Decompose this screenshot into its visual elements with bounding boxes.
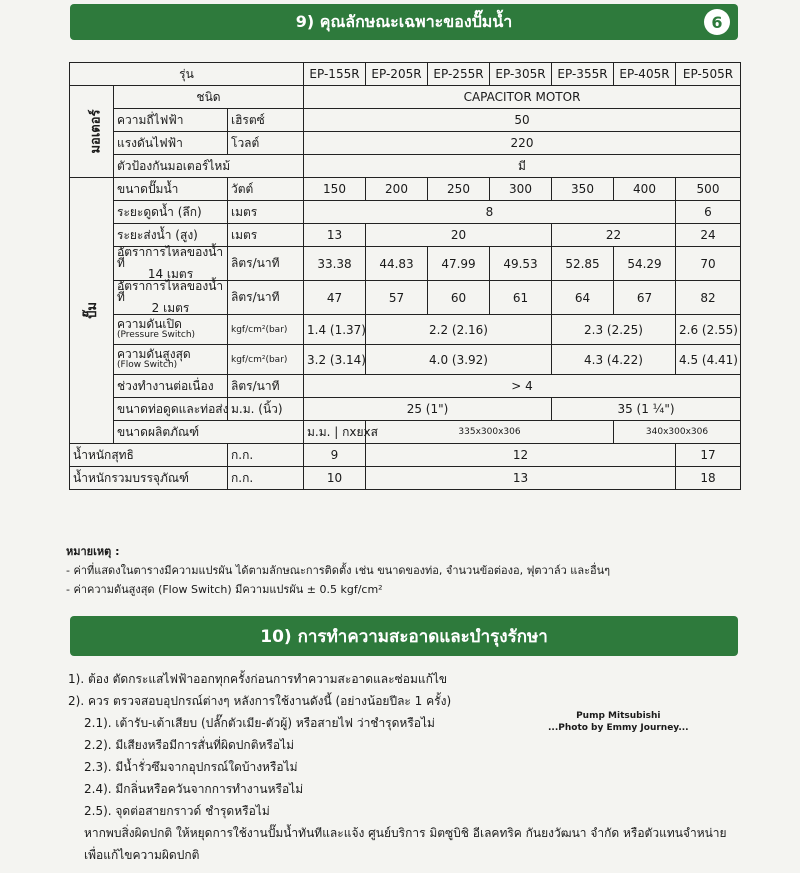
head-unit: เมตร — [228, 224, 304, 247]
table-row — [70, 467, 741, 490]
head-value: 24 — [676, 224, 741, 247]
weight-unit: ก.ก. — [228, 444, 304, 467]
volt-value: 220 — [304, 132, 741, 155]
suction-label: ระยะดูดน้ำ (ลึก) — [114, 201, 228, 224]
flow2-value: 61 — [490, 281, 552, 315]
table-row — [70, 63, 741, 86]
head-value: 22 — [552, 224, 676, 247]
freq-value: 50 — [304, 109, 741, 132]
model-header: รุ่น — [70, 63, 304, 86]
gross-weight-label: น้ำหนักรวมบรรจุภัณฑ์ — [70, 467, 228, 490]
model-name: EP-205R — [366, 63, 428, 86]
pressure-on-value: 2.2 (2.16) — [366, 315, 552, 345]
flow2-value: 67 — [614, 281, 676, 315]
volt-unit: โวลต์ — [228, 132, 304, 155]
dimension-unit: ม.ม. | กxยxส — [304, 421, 366, 444]
flow14-value: 54.29 — [614, 247, 676, 281]
weight-unit: ก.ก. — [228, 467, 304, 490]
dimension-value: 335x300x306 — [366, 421, 614, 444]
size-label: ขนาดปั๊มน้ำ — [114, 178, 228, 201]
model-name: EP-255R — [428, 63, 490, 86]
list-item: 2). ควร ตรวจสอบอุปกรณ์ต่างๆ หลังการใช้งานดังนี้ (อย่างน้อยปีละ 1 ครั้ง) — [68, 694, 452, 708]
size-unit: วัตต์ — [228, 178, 304, 201]
table-row — [70, 155, 741, 178]
continuous-label: ช่วงทำงานต่อเนื่อง — [114, 375, 228, 398]
pressure-on-value: 2.6 (2.55) — [676, 315, 741, 345]
list-item: 2.1). เต้ารับ-เต้าเสียบ (ปลั๊กตัวเมีย-ตัวผู้) หรือสายไฟ ว่าชำรุดหรือไม่ — [84, 716, 435, 730]
pipe-value: 25 (1") — [304, 398, 552, 421]
flow2-value: 82 — [676, 281, 741, 315]
table-row — [70, 132, 741, 155]
table-row — [70, 247, 741, 281]
list-item: 2.5). จุดต่อสายกราวด์ ชำรุดหรือไม่ — [84, 804, 270, 818]
head-label: ระยะส่งน้ำ (สูง) — [114, 224, 228, 247]
footer-paragraph: หากพบสิ่งผิดปกติ ให้หยุดการใช้งานปั๊มน้ำทันทีและแจ้ง ศูนย์บริการ มิตซูบิชิ อีเลคทริค กันยงวัฒนา จำกัด หรือตัวแทนจำหน่าย เพื่อแก้ไขความผิดปกติ — [84, 826, 727, 862]
pressure-on-value: 2.3 (2.25) — [552, 315, 676, 345]
size-value: 300 — [490, 178, 552, 201]
size-value: 150 — [304, 178, 366, 201]
table-row — [70, 345, 741, 375]
pressure-max-value: 4.5 (4.41) — [676, 345, 741, 375]
page-number-badge: 6 — [704, 9, 730, 35]
flow14-value: 47.99 — [428, 247, 490, 281]
note-line: - ค่าที่แสดงในตารางมีความแปรผัน ได้ตามลักษณะการติดตั้ง เช่น ขนาดของท่อ, จำนวนข้อต่องอ, ฟุตวาล์ว และอื่นๆ — [66, 564, 611, 577]
type-value: CAPACITOR MOTOR — [304, 86, 741, 109]
pressure-unit: kgf/cm²(bar) — [228, 315, 304, 345]
model-name: EP-405R — [614, 63, 676, 86]
list-item: 2.2). มีเสียงหรือมีการสั่นที่ผิดปกติหรือไม่ — [84, 738, 294, 752]
freq-unit: เฮิรตซ์ — [228, 109, 304, 132]
flow2-value: 60 — [428, 281, 490, 315]
section-9-header — [70, 4, 738, 40]
pump-group-label: ปั๊ม — [70, 178, 114, 444]
dimension-label: ขนาดผลิตภัณฑ์ — [114, 421, 304, 444]
protect-label: ตัวป้องกันมอเตอร์ไหม้ — [114, 155, 304, 178]
table-row — [70, 178, 741, 201]
table-row — [70, 201, 741, 224]
pipe-label: ขนาดท่อดูดและท่อส่ง — [114, 398, 228, 421]
motor-group-label: มอเตอร์ — [70, 86, 114, 178]
pressure-on-label: ความดันเปิด (Pressure Switch) — [114, 315, 228, 345]
size-value: 400 — [614, 178, 676, 201]
net-weight-value: 12 — [366, 444, 676, 467]
flow14-label: อัตราการไหลของน้ำที่ 14 เมตร — [114, 247, 228, 281]
flow14-value: 52.85 — [552, 247, 614, 281]
flow14-value: 49.53 — [490, 247, 552, 281]
gross-weight-value: 18 — [676, 467, 741, 490]
model-name: EP-505R — [676, 63, 741, 86]
flow14-value: 44.83 — [366, 247, 428, 281]
pressure-unit: kgf/cm²(bar) — [228, 345, 304, 375]
model-name: EP-155R — [304, 63, 366, 86]
net-weight-value: 17 — [676, 444, 741, 467]
table-row — [70, 444, 741, 467]
spec-table — [69, 62, 741, 490]
flow14-value: 70 — [676, 247, 741, 281]
freq-label: ความถี่ไฟฟ้า — [114, 109, 228, 132]
notes-block — [66, 542, 610, 599]
continuous-unit: ลิตร/นาที — [228, 375, 304, 398]
section-10-title: 10) การทำความสะอาดและบำรุงรักษา — [260, 626, 548, 647]
table-row — [70, 86, 741, 109]
flow2-label: อัตราการไหลของน้ำที่ 2 เมตร — [114, 281, 228, 315]
protect-value: มี — [304, 155, 741, 178]
size-value: 200 — [366, 178, 428, 201]
flow-unit: ลิตร/นาที — [228, 247, 304, 281]
section-9-title: 9) คุณลักษณะเฉพาะของปั๊มน้ำ — [295, 11, 513, 31]
net-weight-label: น้ำหนักสุทธิ — [70, 444, 228, 467]
maintenance-list — [68, 668, 748, 866]
suction-value: 6 — [676, 201, 741, 224]
model-name: EP-355R — [552, 63, 614, 86]
pressure-on-value: 1.4 (1.37) — [304, 315, 366, 345]
table-row — [70, 315, 741, 345]
pipe-value: 35 (1 ¼") — [552, 398, 741, 421]
continuous-value: > 4 — [304, 375, 741, 398]
photo-credit — [548, 710, 689, 734]
gross-weight-value: 13 — [366, 467, 676, 490]
notes-title: หมายเหตุ : — [66, 545, 120, 558]
flow2-value: 47 — [304, 281, 366, 315]
type-label: ชนิด — [114, 86, 304, 109]
pressure-max-value: 4.3 (4.22) — [552, 345, 676, 375]
section-10-header — [70, 616, 738, 656]
volt-label: แรงดันไฟฟ้า — [114, 132, 228, 155]
flow2-value: 57 — [366, 281, 428, 315]
gross-weight-value: 10 — [304, 467, 366, 490]
size-value: 350 — [552, 178, 614, 201]
table-row — [70, 281, 741, 315]
model-name: EP-305R — [490, 63, 552, 86]
note-line: - ค่าความดันสูงสุด (Flow Switch) มีความแปรผัน ± 0.5 kgf/cm² — [66, 583, 383, 596]
table-row — [70, 398, 741, 421]
head-value: 13 — [304, 224, 366, 247]
table-row — [70, 375, 741, 398]
pressure-max-value: 4.0 (3.92) — [366, 345, 552, 375]
size-value: 250 — [428, 178, 490, 201]
table-row — [70, 109, 741, 132]
pressure-max-value: 3.2 (3.14) — [304, 345, 366, 375]
flow-unit: ลิตร/นาที — [228, 281, 304, 315]
net-weight-value: 9 — [304, 444, 366, 467]
list-item: 2.3). มีน้ำรั่วซึมจากอุปกรณ์ใดบ้างหรือไม่ — [84, 760, 298, 774]
table-row — [70, 224, 741, 247]
size-value: 500 — [676, 178, 741, 201]
head-value: 20 — [366, 224, 552, 247]
credit-line: ...Photo by Emmy Journey... — [548, 723, 689, 733]
list-item: 1). ต้อง ตัดกระแสไฟฟ้าออกทุกครั้งก่อนการทำความสะอาดและซ่อมแก้ไข — [68, 672, 448, 686]
pipe-unit: ม.ม. (นิ้ว) — [228, 398, 304, 421]
suction-value: 8 — [304, 201, 676, 224]
flow14-value: 33.38 — [304, 247, 366, 281]
suction-unit: เมตร — [228, 201, 304, 224]
credit-line: Pump Mitsubishi — [576, 711, 661, 721]
table-row — [70, 421, 741, 444]
flow2-value: 64 — [552, 281, 614, 315]
dimension-value: 340x300x306 — [614, 421, 741, 444]
list-item: 2.4). มีกลิ่นหรือควันจากการทำงานหรือไม่ — [84, 782, 304, 796]
pressure-max-label: ความดันสูงสุด (Flow Switch) — [114, 345, 228, 375]
